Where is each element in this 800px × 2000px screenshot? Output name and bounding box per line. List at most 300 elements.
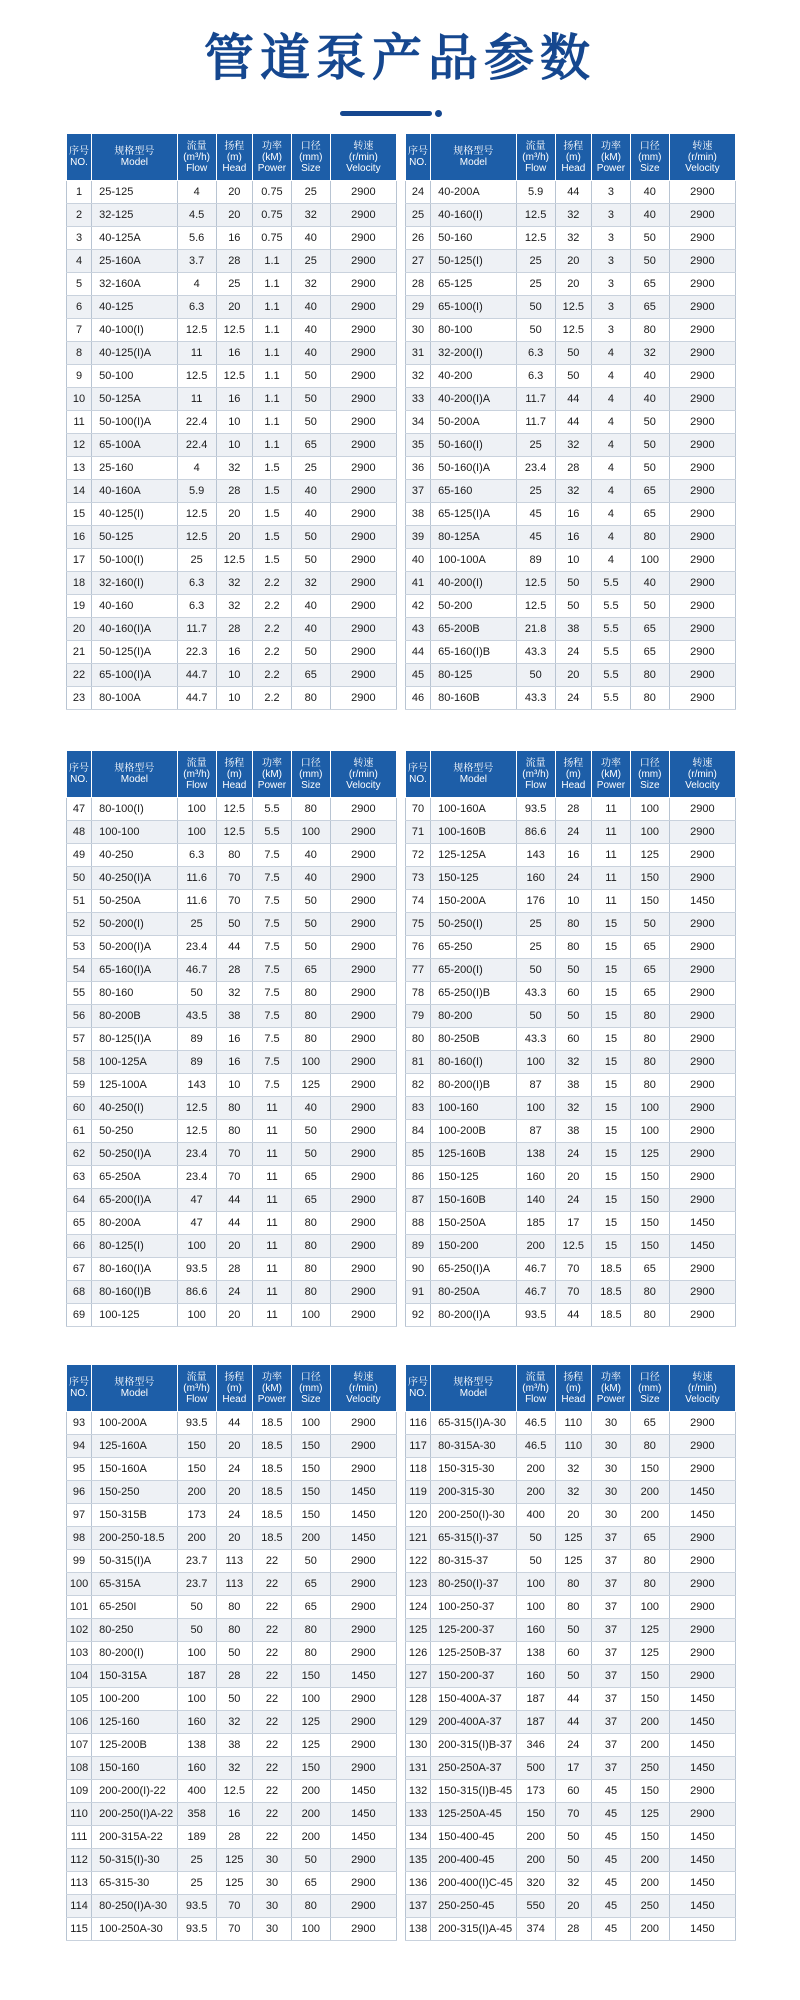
table-row	[406, 319, 736, 342]
cell-head: 50	[216, 1642, 253, 1665]
cell-size: 65	[630, 273, 669, 296]
cell-power: 11	[253, 1189, 292, 1212]
cell-flow: 45	[516, 503, 555, 526]
cell-velocity: 2900	[330, 342, 396, 365]
cell-flow: 143	[516, 844, 555, 867]
cell-no: 94	[67, 1435, 92, 1458]
cell-model: 50-125	[92, 526, 178, 549]
cell-no: 105	[67, 1688, 92, 1711]
table-row	[67, 1097, 397, 1120]
cell-no: 68	[67, 1281, 92, 1304]
cell-flow: 358	[177, 1803, 216, 1826]
cell-no: 24	[406, 181, 431, 204]
cell-power: 1.1	[253, 319, 292, 342]
cell-model: 65-315(I)-37	[431, 1527, 517, 1550]
table-row	[406, 181, 736, 204]
cell-power: 22	[253, 1780, 292, 1803]
column-header-unit: (m)	[565, 151, 581, 163]
cell-velocity: 2900	[669, 1665, 735, 1688]
cell-power: 15	[592, 1097, 631, 1120]
column-header-power	[253, 134, 292, 181]
cell-model: 250-250A-37	[431, 1757, 517, 1780]
cell-flow: 4.5	[177, 204, 216, 227]
table-row	[67, 798, 397, 821]
cell-no: 97	[67, 1504, 92, 1527]
table-row	[406, 641, 736, 664]
table-row	[67, 572, 397, 595]
cell-model: 65-125	[431, 273, 517, 296]
cell-no: 47	[67, 798, 92, 821]
cell-model: 50-200(I)A	[92, 936, 178, 959]
cell-flow: 93.5	[516, 1304, 555, 1327]
cell-power: 15	[592, 1120, 631, 1143]
cell-size: 50	[291, 890, 330, 913]
cell-velocity: 2900	[330, 388, 396, 411]
column-header-label-en: Flow	[186, 1393, 208, 1405]
table-row	[67, 1780, 397, 1803]
table-row	[406, 1281, 736, 1304]
cell-flow: 93.5	[177, 1258, 216, 1281]
cell-power: 5.5	[592, 618, 631, 641]
cell-power: 30	[253, 1895, 292, 1918]
column-header-no	[67, 1365, 92, 1412]
column-header-velocity	[330, 134, 396, 181]
cell-model: 150-160	[92, 1757, 178, 1780]
cell-no: 129	[406, 1711, 431, 1734]
cell-size: 40	[291, 227, 330, 250]
cell-size: 200	[630, 1872, 669, 1895]
cell-velocity: 2900	[330, 273, 396, 296]
cell-no: 14	[67, 480, 92, 503]
cell-no: 120	[406, 1504, 431, 1527]
cell-head: 110	[555, 1435, 592, 1458]
cell-size: 40	[291, 867, 330, 890]
cell-power: 30	[253, 1918, 292, 1941]
cell-size: 40	[291, 618, 330, 641]
cell-size: 200	[630, 1849, 669, 1872]
table-row	[67, 549, 397, 572]
cell-no: 43	[406, 618, 431, 641]
cell-model: 50-125(I)A	[92, 641, 178, 664]
table-row	[67, 1757, 397, 1780]
cell-model: 125-100A	[92, 1074, 178, 1097]
cell-size: 40	[291, 503, 330, 526]
cell-velocity: 2900	[330, 1097, 396, 1120]
cell-velocity: 1450	[330, 1826, 396, 1849]
cell-velocity: 2900	[669, 1304, 735, 1327]
cell-velocity: 2900	[330, 1212, 396, 1235]
cell-size: 125	[630, 1642, 669, 1665]
cell-no: 26	[406, 227, 431, 250]
cell-flow: 25	[516, 480, 555, 503]
cell-model: 80-125(I)	[92, 1235, 178, 1258]
cell-flow: 89	[516, 549, 555, 572]
cell-head: 24	[216, 1458, 253, 1481]
cell-size: 150	[630, 1458, 669, 1481]
cell-head: 70	[216, 1166, 253, 1189]
spec-table	[66, 750, 397, 1327]
cell-size: 65	[630, 982, 669, 1005]
table-row	[67, 1074, 397, 1097]
cell-no: 125	[406, 1619, 431, 1642]
cell-power: 11	[592, 821, 631, 844]
table-row	[406, 844, 736, 867]
cell-power: 4	[592, 434, 631, 457]
cell-head: 10	[216, 434, 253, 457]
table-row	[67, 1849, 397, 1872]
cell-no: 19	[67, 595, 92, 618]
column-header-model	[92, 134, 178, 181]
cell-velocity: 2900	[330, 1005, 396, 1028]
cell-velocity: 2900	[669, 1281, 735, 1304]
cell-head: 20	[555, 1895, 592, 1918]
table-row	[406, 1412, 736, 1435]
column-header-flow	[177, 134, 216, 181]
cell-velocity: 1450	[330, 1803, 396, 1826]
cell-power: 0.75	[253, 227, 292, 250]
cell-no: 113	[67, 1872, 92, 1895]
cell-power: 22	[253, 1711, 292, 1734]
column-header-unit: (kM)	[600, 768, 621, 780]
cell-model: 40-200(I)A	[431, 388, 517, 411]
column-header-label: 规格型号	[114, 763, 155, 774]
cell-size: 65	[630, 1412, 669, 1435]
cell-velocity: 2900	[669, 434, 735, 457]
cell-no: 76	[406, 936, 431, 959]
column-header-label: 扬程	[563, 1371, 584, 1383]
cell-velocity: 2900	[330, 227, 396, 250]
cell-power: 11	[592, 867, 631, 890]
cell-power: 5.5	[592, 572, 631, 595]
column-header-label-en: Head	[561, 779, 586, 791]
cell-model: 25-160	[92, 457, 178, 480]
cell-power: 4	[592, 480, 631, 503]
column-header-label-en: Power	[596, 779, 626, 791]
cell-flow: 45	[516, 526, 555, 549]
column-header-model	[92, 751, 178, 798]
cell-no: 53	[67, 936, 92, 959]
cell-no: 16	[67, 526, 92, 549]
cell-model: 100-200A	[92, 1412, 178, 1435]
cell-model: 200-250-18.5	[92, 1527, 178, 1550]
column-header-unit: (m³/h)	[522, 1382, 549, 1394]
table-row	[406, 1189, 736, 1212]
cell-flow: 160	[516, 1619, 555, 1642]
cell-flow: 150	[177, 1458, 216, 1481]
cell-velocity: 2900	[669, 549, 735, 572]
column-header-size	[630, 1365, 669, 1412]
cell-flow: 4	[177, 457, 216, 480]
cell-size: 50	[291, 526, 330, 549]
cell-power: 30	[592, 1435, 631, 1458]
cell-head: 125	[555, 1550, 592, 1573]
cell-head: 24	[555, 1734, 592, 1757]
cell-no: 52	[67, 913, 92, 936]
cell-model: 100-250-37	[431, 1596, 517, 1619]
cell-power: 3	[592, 181, 631, 204]
column-header-unit: (r/min)	[348, 768, 378, 780]
cell-power: 45	[592, 1849, 631, 1872]
cell-model: 125-250A-45	[431, 1803, 517, 1826]
table-row	[67, 959, 397, 982]
cell-model: 32-160A	[92, 273, 178, 296]
cell-head: 20	[216, 526, 253, 549]
cell-head: 44	[555, 411, 592, 434]
cell-model: 40-200	[431, 365, 517, 388]
table-row	[67, 1573, 397, 1596]
cell-velocity: 2900	[669, 982, 735, 1005]
cell-no: 49	[67, 844, 92, 867]
cell-model: 250-250-45	[431, 1895, 517, 1918]
cell-size: 65	[630, 1258, 669, 1281]
cell-no: 74	[406, 890, 431, 913]
cell-power: 11	[253, 1304, 292, 1327]
cell-flow: 43.3	[516, 982, 555, 1005]
cell-power: 45	[592, 1872, 631, 1895]
cell-power: 11	[592, 798, 631, 821]
cell-model: 25-125	[92, 181, 178, 204]
cell-size: 80	[291, 982, 330, 1005]
cell-velocity: 2900	[669, 1527, 735, 1550]
cell-no: 57	[67, 1028, 92, 1051]
cell-power: 7.5	[253, 913, 292, 936]
cell-no: 31	[406, 342, 431, 365]
column-header-label-en: Model	[120, 1388, 149, 1399]
column-header-label-en: Size	[301, 162, 321, 174]
cell-no: 106	[67, 1711, 92, 1734]
cell-head: 20	[555, 250, 592, 273]
cell-model: 65-160	[431, 480, 517, 503]
cell-size: 150	[630, 1826, 669, 1849]
cell-model: 40-125	[92, 296, 178, 319]
table-header-row	[406, 1365, 736, 1412]
cell-model: 200-315A-22	[92, 1826, 178, 1849]
cell-head: 44	[216, 936, 253, 959]
table-row	[406, 982, 736, 1005]
cell-head: 24	[555, 867, 592, 890]
cell-head: 24	[216, 1504, 253, 1527]
cell-model: 40-250(I)A	[92, 867, 178, 890]
cell-velocity: 2900	[330, 1028, 396, 1051]
cell-power: 5.5	[592, 664, 631, 687]
cell-head: 20	[216, 1481, 253, 1504]
cell-flow: 500	[516, 1757, 555, 1780]
cell-size: 80	[630, 1281, 669, 1304]
cell-velocity: 2900	[330, 181, 396, 204]
table-row	[406, 1051, 736, 1074]
cell-size: 150	[630, 1189, 669, 1212]
cell-flow: 189	[177, 1826, 216, 1849]
cell-size: 80	[291, 1235, 330, 1258]
cell-flow: 200	[516, 1849, 555, 1872]
cell-model: 80-160(I)A	[92, 1258, 178, 1281]
cell-head: 38	[216, 1734, 253, 1757]
cell-head: 20	[216, 296, 253, 319]
cell-power: 4	[592, 526, 631, 549]
cell-no: 34	[406, 411, 431, 434]
cell-head: 10	[216, 687, 253, 710]
cell-power: 15	[592, 959, 631, 982]
cell-flow: 187	[516, 1688, 555, 1711]
column-header-unit: (r/min)	[687, 151, 717, 163]
table-row	[67, 411, 397, 434]
cell-size: 125	[291, 1711, 330, 1734]
cell-model: 150-200-37	[431, 1665, 517, 1688]
table-row	[406, 250, 736, 273]
cell-size: 80	[630, 1304, 669, 1327]
column-header-label: 流量	[525, 1371, 546, 1383]
cell-size: 80	[630, 1435, 669, 1458]
cell-model: 100-160A	[431, 798, 517, 821]
cell-velocity: 2900	[330, 1304, 396, 1327]
cell-size: 100	[630, 549, 669, 572]
table-row	[67, 982, 397, 1005]
page-title: 管道泵产品参数	[204, 29, 596, 87]
cell-model: 65-250(I)B	[431, 982, 517, 1005]
cell-size: 25	[291, 457, 330, 480]
cell-model: 125-200-37	[431, 1619, 517, 1642]
cell-flow: 100	[516, 1573, 555, 1596]
column-header-model	[431, 134, 517, 181]
cell-no: 101	[67, 1596, 92, 1619]
cell-velocity: 2900	[330, 1074, 396, 1097]
cell-head: 20	[216, 503, 253, 526]
table-row	[67, 1435, 397, 1458]
cell-model: 50-200	[431, 595, 517, 618]
table-row	[67, 503, 397, 526]
cell-flow: 50	[177, 982, 216, 1005]
cell-model: 32-200(I)	[431, 342, 517, 365]
cell-velocity: 2900	[330, 1120, 396, 1143]
cell-flow: 187	[516, 1711, 555, 1734]
cell-model: 32-160(I)	[92, 572, 178, 595]
cell-model: 40-200(I)	[431, 572, 517, 595]
cell-size: 100	[291, 1918, 330, 1941]
cell-velocity: 2900	[330, 890, 396, 913]
cell-size: 100	[291, 1051, 330, 1074]
cell-velocity: 2900	[669, 1550, 735, 1573]
table-row	[406, 1143, 736, 1166]
column-header-label-en: Velocity	[346, 162, 381, 174]
cell-model: 100-250A-30	[92, 1918, 178, 1941]
cell-no: 134	[406, 1826, 431, 1849]
cell-no: 4	[67, 250, 92, 273]
table-row	[67, 457, 397, 480]
column-header-label: 流量	[525, 757, 546, 769]
cell-flow: 25	[177, 913, 216, 936]
cell-power: 18.5	[253, 1435, 292, 1458]
cell-no: 103	[67, 1642, 92, 1665]
cell-size: 100	[630, 798, 669, 821]
cell-size: 65	[630, 296, 669, 319]
cell-size: 50	[291, 549, 330, 572]
column-header-unit: (mm)	[299, 768, 323, 780]
cell-model: 80-200A	[92, 1212, 178, 1235]
table-row	[406, 1458, 736, 1481]
cell-flow: 12.5	[516, 572, 555, 595]
cell-model: 80-250(I)-37	[431, 1573, 517, 1596]
column-header-label: 序号	[408, 146, 429, 157]
cell-velocity: 2900	[669, 365, 735, 388]
table-row	[406, 618, 736, 641]
cell-flow: 200	[516, 1458, 555, 1481]
cell-head: 16	[216, 388, 253, 411]
column-header-label-en: Size	[301, 779, 321, 791]
cell-head: 80	[216, 1596, 253, 1619]
cell-power: 15	[592, 1143, 631, 1166]
cell-head: 16	[216, 1803, 253, 1826]
cell-head: 28	[216, 618, 253, 641]
table-row	[67, 1642, 397, 1665]
cell-flow: 25	[516, 913, 555, 936]
cell-power: 7.5	[253, 890, 292, 913]
cell-head: 20	[216, 181, 253, 204]
cell-head: 20	[555, 664, 592, 687]
cell-velocity: 2900	[330, 1849, 396, 1872]
cell-power: 7.5	[253, 1005, 292, 1028]
cell-model: 50-250(I)	[431, 913, 517, 936]
cell-flow: 4	[177, 273, 216, 296]
cell-size: 150	[630, 1780, 669, 1803]
spec-table	[405, 133, 736, 710]
column-header-flow	[516, 134, 555, 181]
column-header-head	[555, 134, 592, 181]
cell-power: 5.5	[253, 798, 292, 821]
table-row	[67, 1688, 397, 1711]
cell-flow: 46.5	[516, 1435, 555, 1458]
cell-head: 12.5	[216, 549, 253, 572]
cell-power: 11	[592, 844, 631, 867]
cell-head: 20	[216, 204, 253, 227]
cell-head: 80	[555, 936, 592, 959]
cell-size: 50	[291, 411, 330, 434]
cell-no: 50	[67, 867, 92, 890]
cell-no: 102	[67, 1619, 92, 1642]
cell-no: 123	[406, 1573, 431, 1596]
cell-velocity: 2900	[669, 1573, 735, 1596]
table-row	[406, 204, 736, 227]
cell-velocity: 2900	[330, 434, 396, 457]
cell-flow: 25	[516, 434, 555, 457]
cell-model: 80-100A	[92, 687, 178, 710]
cell-velocity: 1450	[669, 1826, 735, 1849]
cell-no: 36	[406, 457, 431, 480]
cell-model: 80-125A	[431, 526, 517, 549]
cell-size: 150	[630, 1235, 669, 1258]
column-header-unit: (m³/h)	[183, 768, 210, 780]
cell-model: 80-315A-30	[431, 1435, 517, 1458]
column-header-label: 转速	[353, 140, 374, 152]
cell-model: 40-160(I)A	[92, 618, 178, 641]
cell-velocity: 2900	[330, 1711, 396, 1734]
table-row	[406, 1481, 736, 1504]
cell-power: 7.5	[253, 959, 292, 982]
cell-model: 50-160(I)	[431, 434, 517, 457]
cell-no: 2	[67, 204, 92, 227]
column-header-label-en: Head	[561, 162, 586, 174]
cell-head: 28	[216, 959, 253, 982]
cell-velocity: 2900	[669, 641, 735, 664]
cell-flow: 11.7	[177, 618, 216, 641]
cell-velocity: 2900	[330, 1734, 396, 1757]
cell-flow: 23.7	[177, 1550, 216, 1573]
cell-no: 21	[67, 641, 92, 664]
cell-head: 50	[555, 959, 592, 982]
cell-velocity: 2900	[330, 867, 396, 890]
column-header-label: 流量	[186, 757, 207, 769]
cell-size: 150	[291, 1504, 330, 1527]
cell-flow: 6.3	[177, 572, 216, 595]
